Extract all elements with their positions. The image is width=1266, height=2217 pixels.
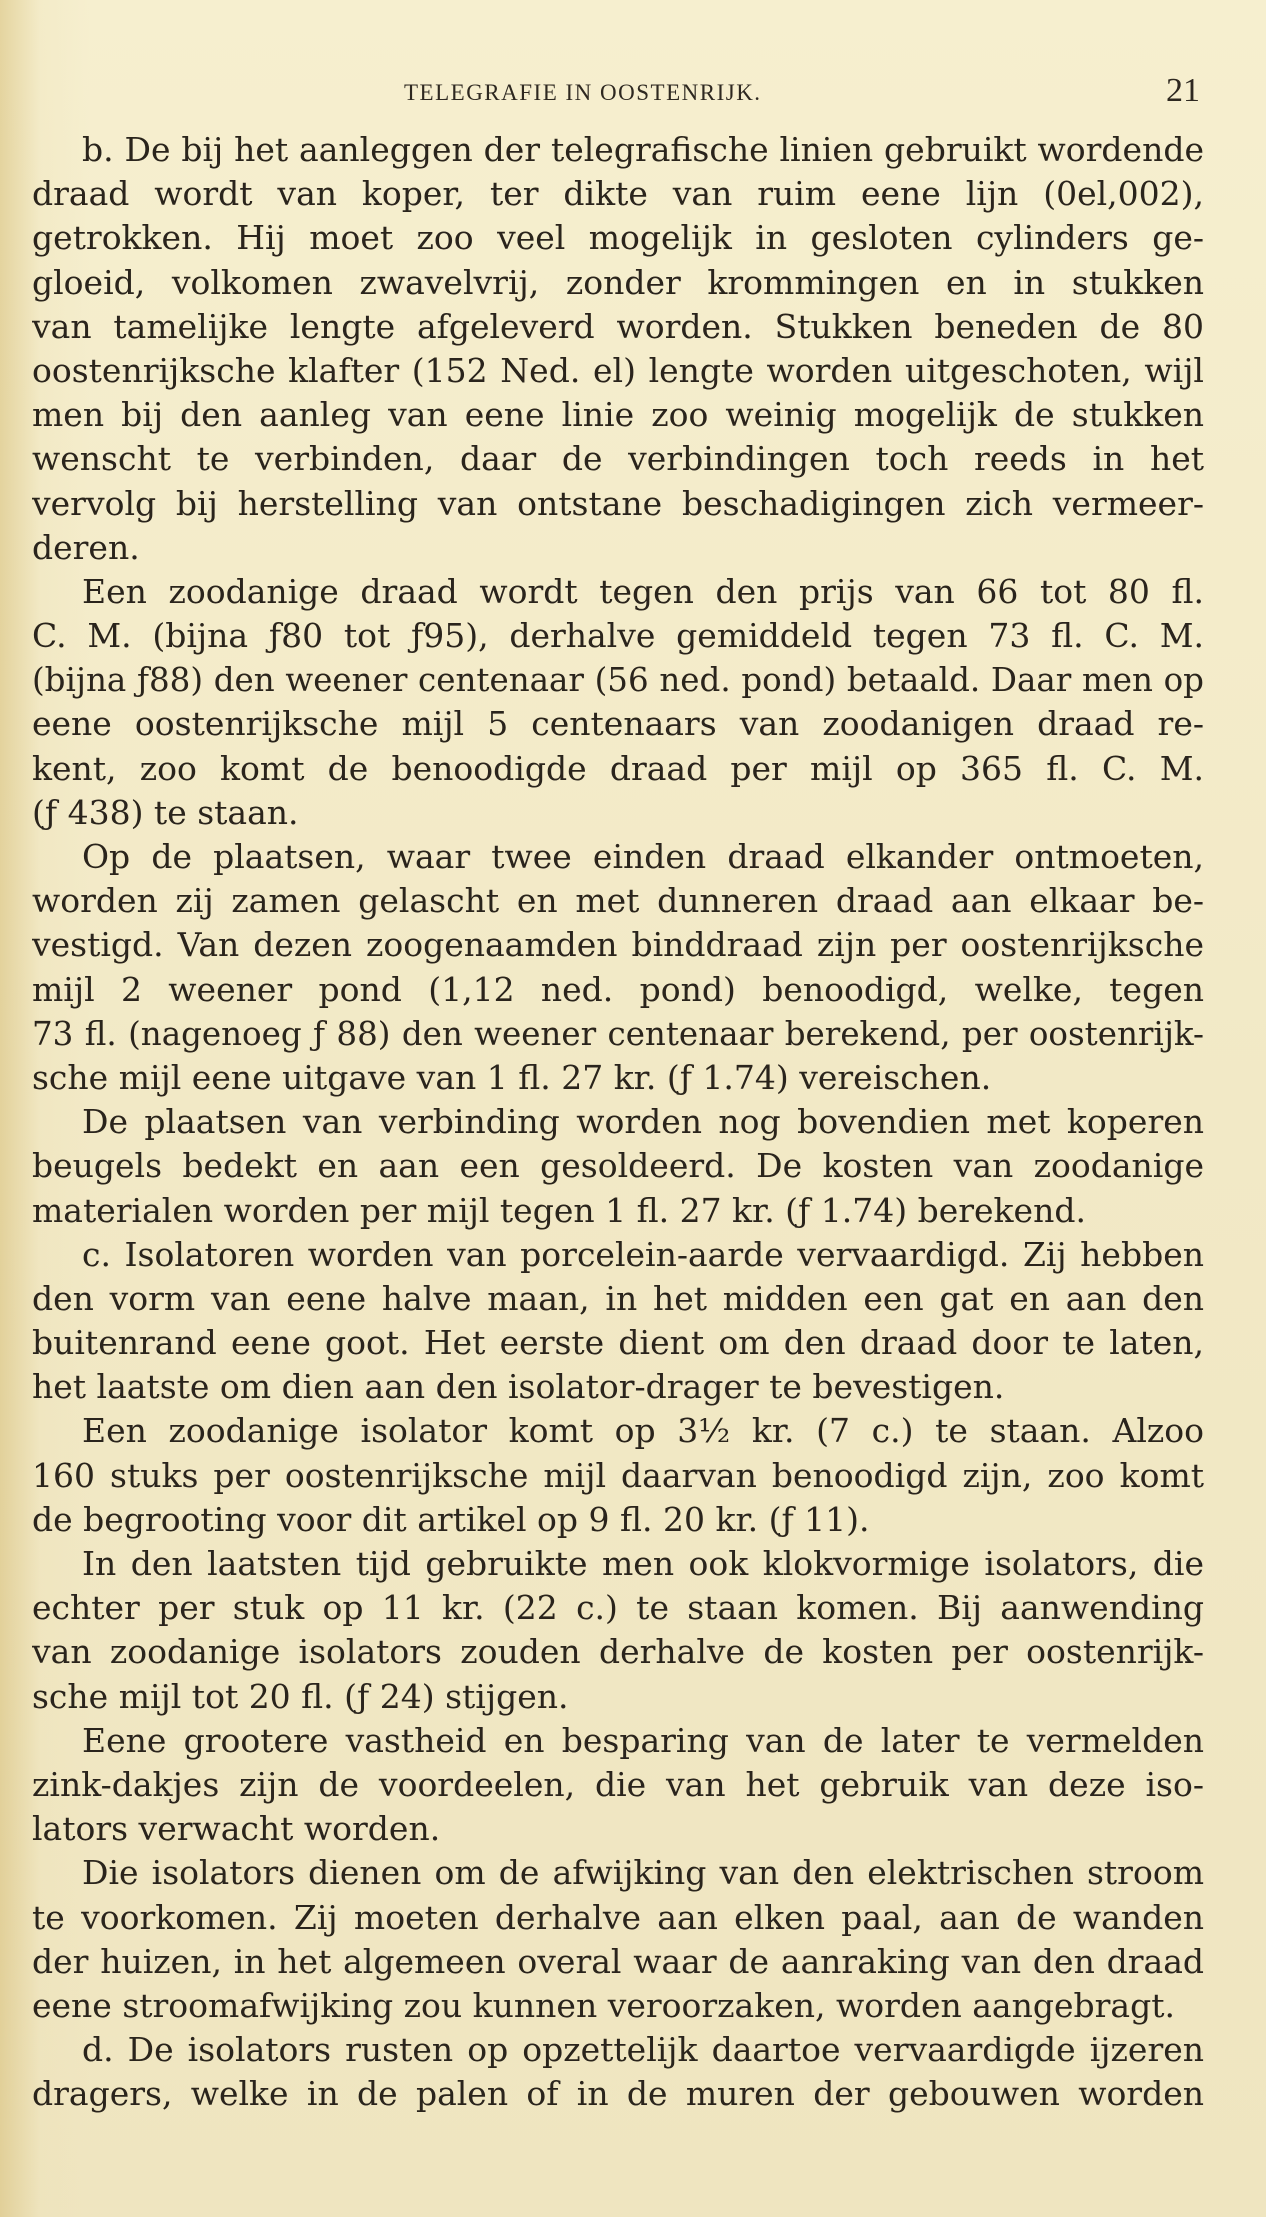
text-line: vestigd. Van dezen zoogenaamden binddraad zijn per oostenrijksche <box>32 925 1204 965</box>
text-line: b. De bij het aanleggen der telegrafische linien gebruikt wordende <box>82 130 1204 169</box>
running-title: TELEGRAFIE IN OOSTENRIJK. <box>404 80 762 105</box>
body-text <box>32 128 1204 2116</box>
text-line: Een zoodanige draad wordt tegen den prijs van 66 tot 80 fl. <box>82 571 1204 611</box>
text-line: echter per stuk op 11 kr. (22 c.) te staan komen. Bij aanwending <box>32 1588 1204 1628</box>
text-line: (ƒ 438) te staan. <box>32 792 299 832</box>
page-header <box>32 72 1218 112</box>
text-line: de begrooting voor dit artikel op 9 fl. 20 kr. (ƒ 11). <box>32 1499 870 1539</box>
text-line: wenscht te verbinden, daar de verbindingen toch reeds in het <box>32 439 1204 479</box>
text-line: gloeid, volkomen zwavelvrij, zonder krommingen en in stukken <box>32 262 1204 302</box>
text-line: vervolg bij herstelling van ontstane beschadigingen zich vermeer- <box>32 483 1204 523</box>
text-line: sche mijl eene uitgave van 1 fl. 27 kr. (ƒ 1.74) vereischen. <box>32 1057 992 1097</box>
text-line: C. M. (bijna ƒ80 tot ƒ95), derhalve gemiddeld tegen 73 fl. C. M. <box>32 616 1204 656</box>
text-line: De plaatsen van verbinding worden nog bovendien met koperen <box>82 1102 1204 1142</box>
text-line: Op de plaatsen, waar twee einden draad elkander ontmoeten, <box>82 837 1204 876</box>
text-line: van zoodanige isolators zouden derhalve de kosten per oostenrijk- <box>32 1632 1204 1672</box>
text-line: der huizen, in het algemeen overal waar de aanraking van den draad <box>32 1941 1204 1981</box>
text-line: materialen worden per mijl tegen 1 fl. 27 kr. (ƒ 1.74) berekend. <box>32 1190 1086 1230</box>
text-line: draad wordt van koper, ter dikte van ruim eene lijn (0el,002), <box>32 174 1204 214</box>
text-line: buitenrand eene goot. Het eerste dient om den draad door te laten, <box>32 1323 1204 1363</box>
text-line: lators verwacht worden. <box>32 1809 441 1849</box>
text-line: Eene grootere vastheid en besparing van de later te vermelden <box>82 1720 1204 1760</box>
text-line: c. Isolatoren worden van porcelein-aarde vervaardigd. Zij hebben <box>82 1234 1204 1274</box>
text-line: zink-dakjes zijn de voordeelen, die van het gebruik van deze iso- <box>32 1764 1204 1804</box>
text-line: eene oostenrijksche mijl 5 centenaars van zoodanigen draad re- <box>32 704 1204 744</box>
text-line: 73 fl. (nagenoeg ƒ 88) den weener centenaar berekend, per oostenrijk- <box>32 1014 1204 1053</box>
text-line: oostenrijksche klafter (152 Ned. el) lengte worden uitgeschoten, wijl <box>32 350 1204 390</box>
text-line: eene stroomafwijking zou kunnen veroorzaken, worden aangebragt. <box>32 1985 1175 2025</box>
text-line: worden zij zamen gelascht en met dunneren draad aan elkaar be- <box>32 881 1204 921</box>
text-line: d. De isolators rusten op opzettelijk daartoe vervaardigde ijzeren <box>82 2030 1204 2070</box>
text-line: den vorm van eene halve maan, in het midden een gat en aan den <box>32 1278 1204 1318</box>
text-line: men bij den aanleg van eene linie zoo weinig mogelijk de stukken <box>32 395 1204 435</box>
text-line: Een zoodanige isolator komt op 3½ kr. (7 c.) te staan. Alzoo <box>82 1411 1204 1451</box>
text-line: In den laatsten tijd gebruikte men ook klokvormige isolators, die <box>82 1544 1204 1583</box>
page-number: 21 <box>1166 72 1200 109</box>
text-line: getrokken. Hij moet zoo veel mogelijk in gesloten cylinders ge- <box>32 218 1204 258</box>
text-line: (bijna ƒ88) den weener centenaar (56 ned. pond) betaald. Daar men op <box>32 661 1204 700</box>
text-line: dragers, welke in de palen of in de muren der gebouwen worden <box>32 2074 1204 2114</box>
text-line: deren. <box>32 527 140 567</box>
text-line: kent, zoo komt de benoodigde draad per mijl op 365 fl. C. M. <box>32 748 1204 788</box>
text-line: van tamelijke lengte afgeleverd worden. Stukken beneden de 80 <box>32 306 1204 346</box>
text-line: het laatste om dien aan den isolator-drager te bevestigen. <box>32 1367 1005 1407</box>
text-line: mijl 2 weener pond (1,12 ned. pond) benoodigd, welke, tegen <box>32 969 1204 1009</box>
text-line: sche mijl tot 20 fl. (ƒ 24) stijgen. <box>32 1676 569 1716</box>
text-line: Die isolators dienen om de afwijking van den elektrischen stroom <box>82 1853 1204 1893</box>
text-line: te voorkomen. Zij moeten derhalve aan elken paal, aan de wanden <box>32 1897 1204 1937</box>
text-line: beugels bedekt en aan een gesoldeerd. De kosten van zoodanige <box>32 1146 1204 1186</box>
text-line: 160 stuks per oostenrijksche mijl daarvan benoodigd zijn, zoo komt <box>32 1455 1204 1495</box>
